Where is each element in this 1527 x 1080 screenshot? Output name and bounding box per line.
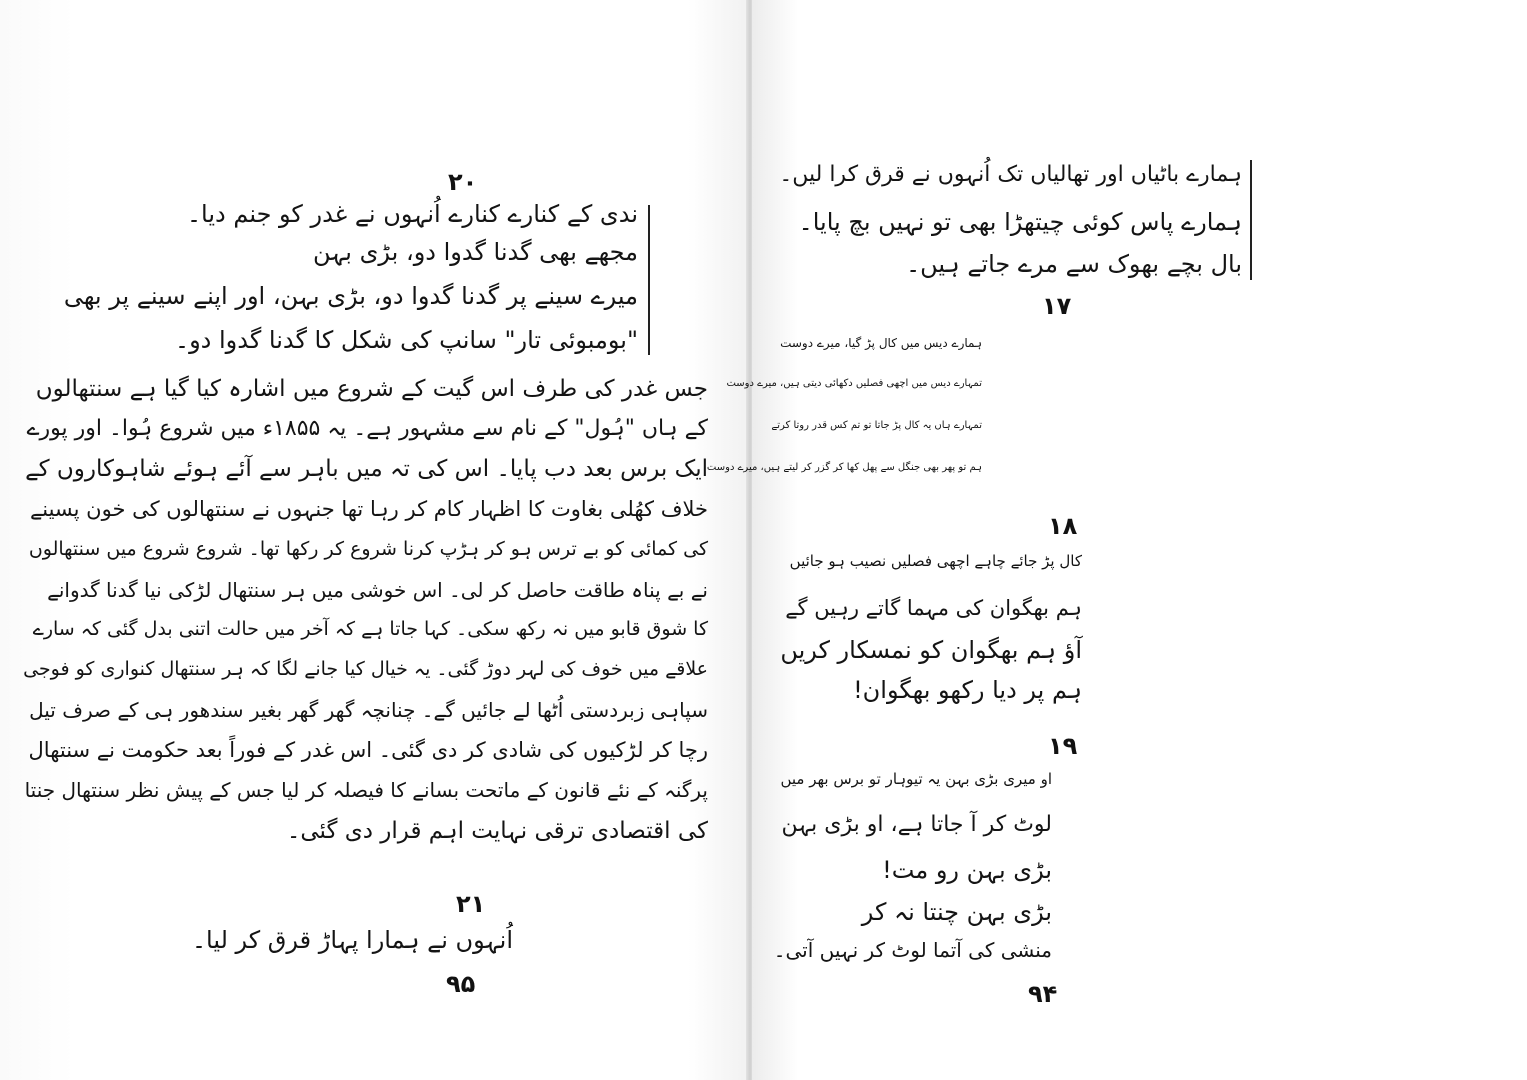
prose-line-3: ایک برس بعد دب پایا۔ اس کی تہ میں باہر سے آئے ہوئے شاہوکاروں کے <box>25 456 708 482</box>
prose-line-6: نے بے پناہ طاقت حاصل کر لی۔ اس خوشی میں ہر سنتھال لڑکی نیا گدنا گدوانے <box>47 578 708 602</box>
prose-line-7: کا شوق قابو میں نہ رکھ سکی۔ کہا جاتا ہے کہ آخر میں حالت اتنی بدل گئی کہ سارے <box>32 618 708 640</box>
poem-17-line-3: تمہارے ہاں یہ کال پڑ جاتا تو تم کس قدر روتا کرتے <box>771 420 982 431</box>
poem-19-line-4: بڑی بہن چنتا نہ کر <box>861 898 1052 926</box>
top-margin-bar <box>1250 160 1252 280</box>
top-line-2: ہمارے پاس کوئی چیتھڑا بھی تو نہیں بچ پایا۔ <box>798 208 1242 236</box>
prose-line-10: رچا کر لڑکیوں کی شادی کر دی گئی۔ اس غدر کے فوراً بعد حکومت نے سنتھال <box>28 738 708 762</box>
poem-19-line-2: لوٹ کر آ جاتا ہے، او بڑی بہن <box>781 812 1052 837</box>
top-line-3: بال بچے بھوک سے مرے جاتے ہیں۔ <box>906 250 1242 278</box>
poem-17-line-4: ہم تو پھر بھی جنگل سے پھل کھا کر گزر کر لیتے ہیں، میرے دوست! <box>702 462 982 473</box>
prose-line-5: کی کمائی کو بے ترس ہو کر ہڑپ کرنا شروع کر رکھا تھا۔ شروع شروع میں سنتھالوں <box>28 538 708 560</box>
poem-18-line-2: ہم بھگوان کی مہما گاتے رہیں گے <box>785 596 1082 620</box>
poem-20-line-3: میرے سینے پر گدنا گدوا دو، بڑی بہن، اور اپنے سینے پر بھی <box>63 282 638 310</box>
poem-19-line-5: منشی کی آتما لوٹ کر نہیں آتی۔ <box>773 938 1052 962</box>
poem-17-line-2: تمہارے دیس میں اچھی فصلیں دکھائی دیتی ہیں، میرے دوست <box>726 378 982 389</box>
prose-line-11: پرگنہ کے نئے قانون کے ماتحت بسانے کا فیصلہ کر لیا جس کے پیش نظر سنتھال جنتا <box>24 778 708 802</box>
poem-number-18: ۱۸ <box>1048 512 1078 540</box>
poem-19-line-3: بڑی بہن رو مت! <box>882 856 1052 884</box>
page-number-right: ۹۴ <box>1028 980 1058 1008</box>
left-page <box>0 0 748 1080</box>
poem-17-line-1: ہمارے دیس میں کال پڑ گیا، میرے دوست <box>780 336 982 350</box>
prose-line-2: کے ہاں "ہُول" کے نام سے مشہور ہے۔ یہ ۱۸۵۵ء میں شروع ہُوا۔ اور پورے <box>26 416 708 441</box>
poem-number-19: ۱۹ <box>1048 732 1078 760</box>
page-number-left: ۹۵ <box>446 970 476 998</box>
poem-number-20: ۲۰ <box>448 168 478 196</box>
poem-20-margin-bar <box>648 205 650 355</box>
poem-number-21: ۲۱ <box>456 890 486 918</box>
prose-line-1: جس غدر کی طرف اس گیت کے شروع میں اشارہ کیا گیا ہے سنتھالوں <box>35 376 708 402</box>
poem-18-line-4: ہم پر دیا رکھو بھگوان! <box>853 676 1082 704</box>
prose-line-4: خلاف کھُلی بغاوت کا اظہار کام کر رہا تھا جنہوں نے سنتھالوں کی خون پسینے <box>29 497 708 521</box>
poem-18-line-3: آؤ ہم بھگوان کو نمسکار کریں <box>780 636 1082 664</box>
poem-20-line-1: ندی کے کنارے کنارے اُنہوں نے غدر کو جنم دیا۔ <box>186 200 638 228</box>
poem-18-line-1: کال پڑ جائے چاہے اچھی فصلیں نصیب ہو جائیں <box>789 552 1082 570</box>
prose-line-8: علاقے میں خوف کی لہر دوڑ گئی۔ یہ خیال کیا جانے لگا کہ ہر سنتھال کنواری کو فوجی <box>23 658 708 680</box>
prose-line-9: سپاہی زبردستی اُٹھا لے جائیں گے۔ چنانچہ گھر گھر بغیر سندھور ہی کے صرف تیل <box>29 698 708 722</box>
poem-20-line-2: مجھے بھی گدنا گدوا دو، بڑی بہن <box>312 238 638 266</box>
poem-20-line-4: "بومبوئی تار" سانپ کی شکل کا گدنا گدوا دو۔ <box>175 326 638 354</box>
prose-line-12: کی اقتصادی ترقی نہایت اہم قرار دی گئی۔ <box>286 818 708 844</box>
right-page <box>702 0 1527 1080</box>
poem-number-17: ۱۷ <box>1042 292 1072 320</box>
poem-21-line-1: اُنہوں نے ہمارا پہاڑ قرق کر لیا۔ <box>191 926 513 954</box>
top-line-1: ہمارے باٹیاں اور تھالیاں تک اُنہوں نے قرق کرا لیں۔ <box>779 162 1242 187</box>
poem-19-line-1: او میری بڑی بہن یہ تیوہار تو برس بھر میں <box>780 770 1052 788</box>
